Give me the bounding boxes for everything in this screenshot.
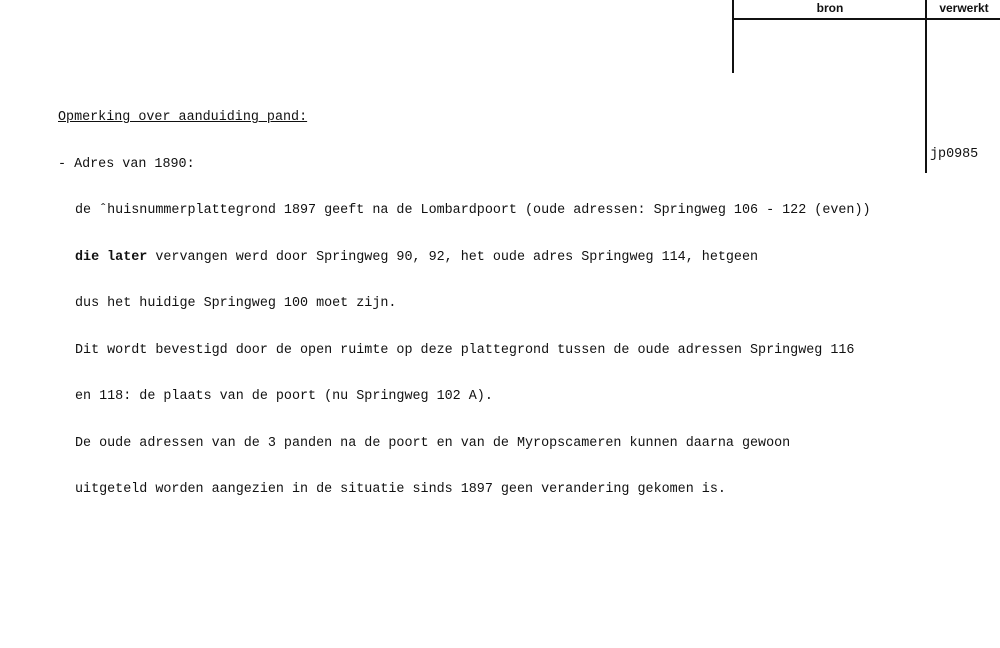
note-line xyxy=(58,250,918,266)
note-line: Dit wordt bevestigd door de open ruimte op deze plattegrond tussen de oude adressen Springweg 116 xyxy=(75,342,855,358)
note-line: dus het huidige Springweg 100 moet zijn. xyxy=(75,296,397,311)
column-line-left xyxy=(732,0,734,73)
column-header-verwerkt: verwerkt xyxy=(939,1,989,15)
header-divider xyxy=(732,18,1000,20)
note-line-text: vervangen werd door Springweg 90, 92, het oude adres Springweg 114, hetgeen xyxy=(147,249,759,265)
verwerkt-reference: jp0985 xyxy=(930,147,979,162)
note-body xyxy=(58,79,918,513)
note-line: de ˆhuisnummerplattegrond 1897 geeft na de Lombardpoort (oude adressen: Springweg 106 - 122 (even)) xyxy=(75,203,871,218)
note-line: uitgeteld worden aangezien in de situatie sinds 1897 geen verandering gekomen is. xyxy=(75,482,726,497)
column-line-right xyxy=(925,0,927,173)
note-line: en 118: de plaats van de poort (nu Springweg 102 A). xyxy=(75,389,493,404)
note-subheading: - Adres van 1890: xyxy=(58,156,195,172)
note-bold-phrase: die later xyxy=(75,249,148,265)
note-line: De oude adressen van de 3 panden na de poort en van de Myropscameren kunnen daarna gewoon xyxy=(75,435,791,451)
note-heading: Opmerking over aanduiding pand: xyxy=(58,110,308,125)
column-header-bron: bron xyxy=(816,1,844,15)
